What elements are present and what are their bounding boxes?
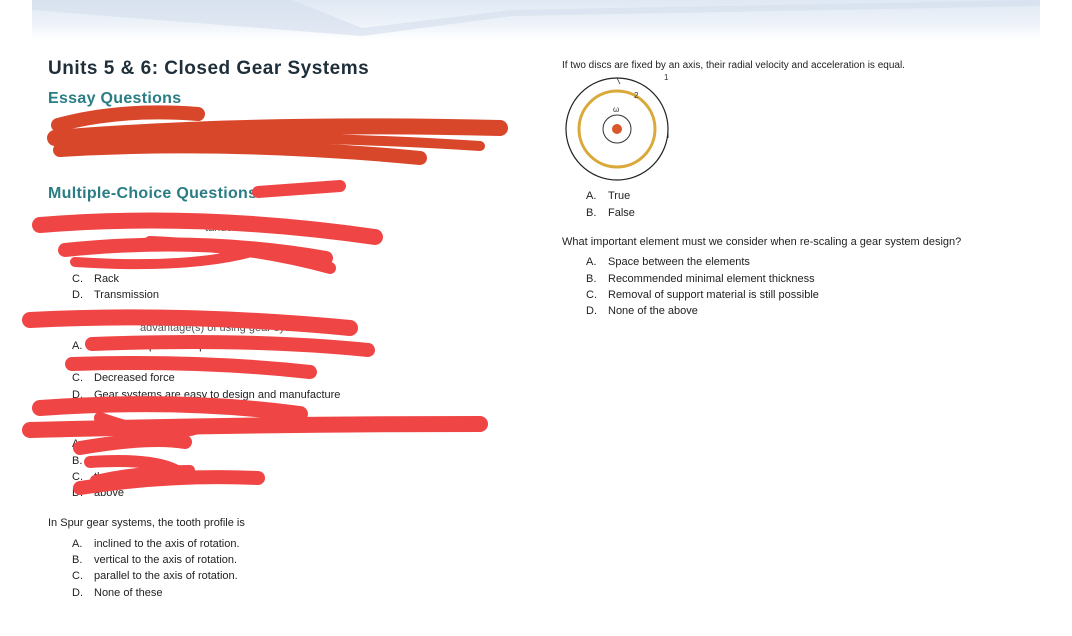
disc-label-1: 1	[664, 74, 669, 82]
q3-option-d: D. above	[72, 487, 124, 499]
redaction-essay-3	[60, 146, 420, 158]
q1-option-c: C. Rack	[72, 273, 120, 285]
q2-option-c: C. Decreased force	[72, 372, 175, 384]
question-1-text: tandem are called what?	[205, 222, 325, 234]
disc-label-2: 2	[634, 91, 639, 100]
q4-option-d: D. None of these	[72, 587, 163, 599]
redaction-essay-2	[55, 126, 500, 138]
q5-option-b: B. False	[586, 207, 635, 219]
page-header-banner	[32, 0, 1040, 40]
q4-option-b: B. vertical to the axis of rotation.	[72, 554, 238, 566]
q1-option-b: B. Cog	[72, 257, 115, 269]
q5-option-a: A. True	[586, 190, 631, 202]
q2-option-a: A. Gear teeth prevent slip	[72, 340, 206, 352]
question-2-text: advantage(s) of using gear systems	[140, 322, 315, 334]
header-wave-decoration	[32, 0, 1040, 40]
redaction-essay-1	[58, 112, 198, 125]
q2-option-d: D. Gear systems are easy to design and manufacture	[72, 389, 341, 401]
q6-option-a: A. Space between the elements	[586, 256, 750, 268]
redaction-mc-10	[30, 424, 480, 430]
question-5-text: If two discs are fixed by an axis, their radial velocity and acceleration is equal.	[562, 60, 905, 71]
q4-option-a: A. inclined to the axis of rotation.	[72, 538, 240, 550]
essay-questions-heading: Essay Questions	[48, 90, 182, 107]
question-4-text: In Spur gear systems, the tooth profile is	[48, 517, 245, 529]
q6-option-d: D. None of the above	[586, 305, 698, 317]
q6-option-c: C. Removal of support material is still possible	[586, 289, 819, 301]
q1-option-a: A. Torque	[72, 241, 128, 253]
axis-center	[612, 124, 622, 134]
redaction-mc-1	[258, 186, 340, 192]
omega-label: ω	[613, 105, 620, 114]
question-6-text: What important element must we consider when re-scaling a gear system design?	[562, 236, 962, 248]
q3-option-b: B. De	[72, 455, 109, 467]
multiple-choice-heading: Multiple-Choice Questions	[48, 185, 258, 202]
q4-option-c: C. parallel to the axis of rotation.	[72, 570, 238, 582]
two-disc-diagram	[560, 74, 680, 189]
page-title: Units 5 & 6: Closed Gear Systems	[48, 58, 370, 79]
q1-option-d: D. Transmission	[72, 289, 159, 301]
q6-option-b: B. Recommended minimal element thickness	[586, 273, 815, 285]
q3-option-a: A. sed	[72, 438, 112, 450]
redaction-essay-4	[70, 138, 480, 146]
q2-option-b: B. can create great	[72, 356, 174, 368]
redaction-mc-9	[40, 404, 300, 414]
redaction-mc-11	[100, 418, 198, 432]
q3-option-c: C. the same	[72, 471, 140, 483]
redaction-mc-4	[150, 242, 330, 268]
